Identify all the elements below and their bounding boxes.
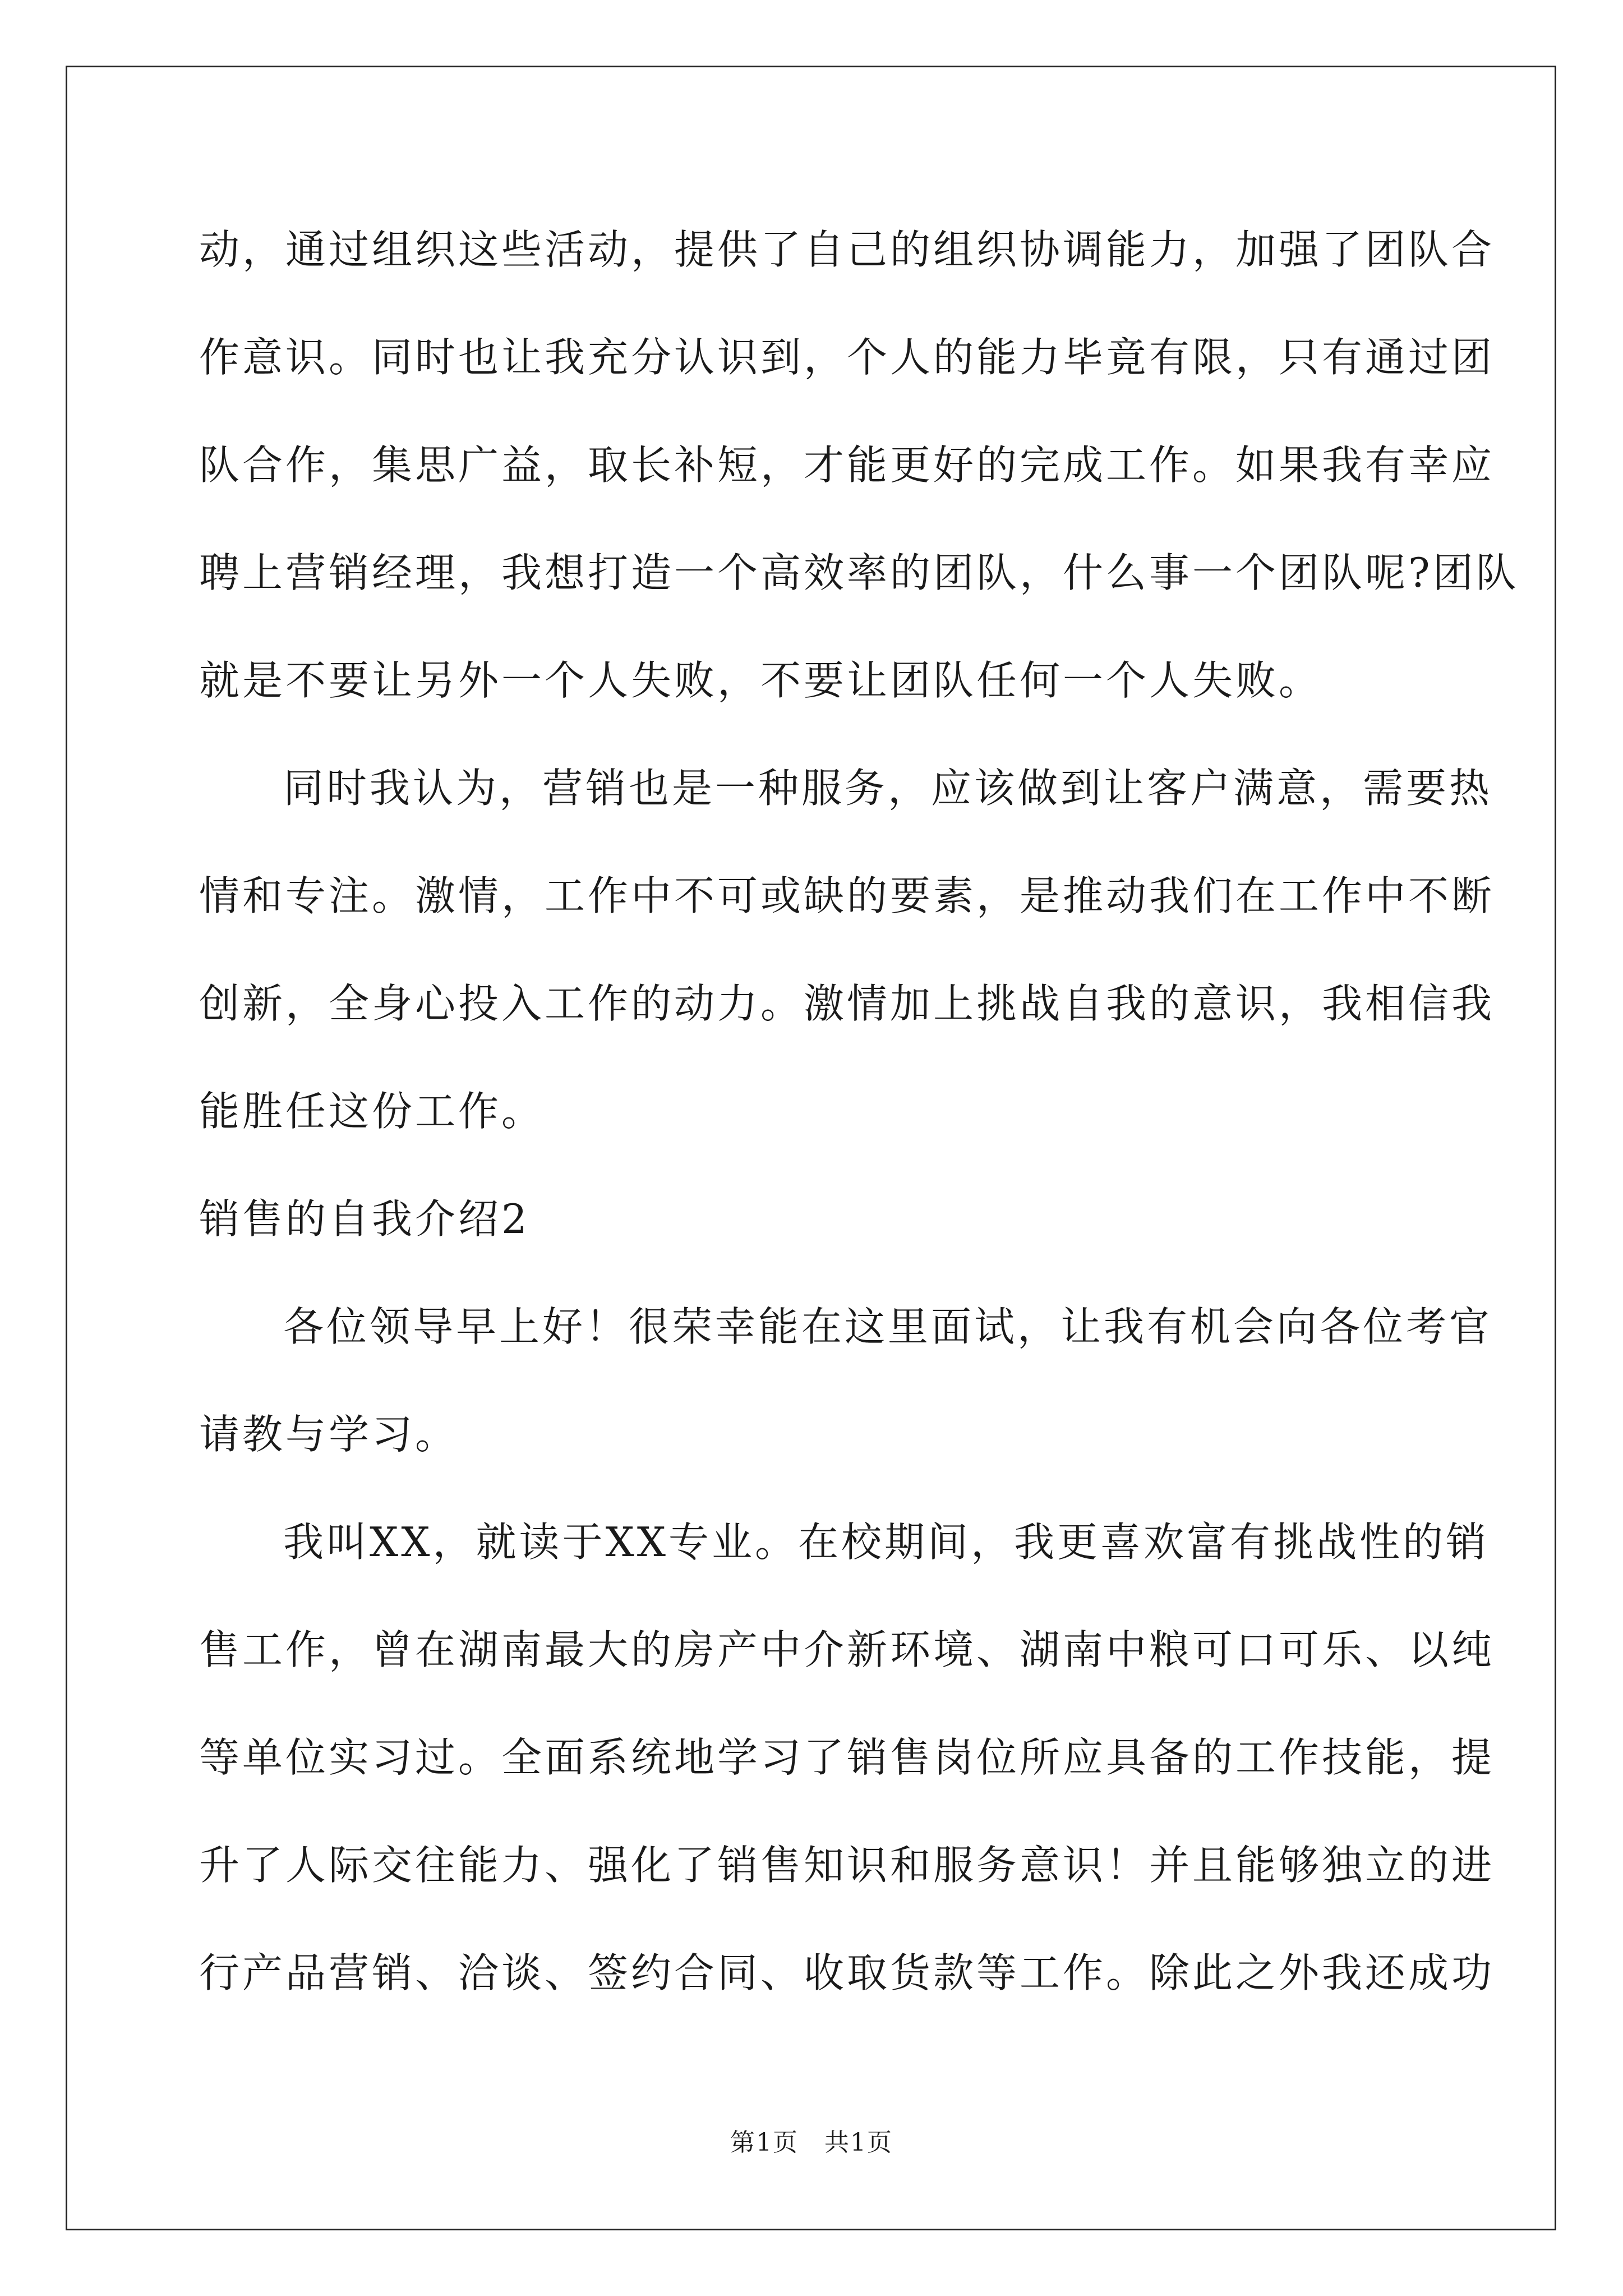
text-line: 作意识。同时也让我充分认识到，个人的能力毕竟有限，只有通过团 xyxy=(199,334,1495,381)
text-line: 等单位实习过。全面系统地学习了销售岗位所应具备的工作技能，提 xyxy=(199,1734,1495,1781)
text-line: 情和专注。激情，工作中不可或缺的要素，是推动我们在工作中不断 xyxy=(199,872,1495,919)
text-line: 请教与学习。 xyxy=(199,1411,459,1458)
text-line: 动，通过组织这些活动，提供了自己的组织协调能力，加强了团队合 xyxy=(199,226,1495,273)
page-footer: 第1页 共1页 xyxy=(730,2128,893,2157)
paragraph-first-line: 同时我认为，营销也是一种服务，应该做到让客户满意，需要热 xyxy=(283,765,1493,812)
text-line: 队合作，集思广益，取长补短，才能更好的完成工作。如果我有幸应 xyxy=(199,441,1495,489)
paragraph-first-line: 各位领导早上好！很荣幸能在这里面试，让我有机会向各位考官 xyxy=(283,1303,1493,1350)
section-heading: 销售的自我介绍2 xyxy=(199,1195,530,1243)
text-line: 售工作，曾在湖南最大的房产中介新环境、湖南中粮可口可乐、以纯 xyxy=(199,1626,1495,1673)
text-line: 能胜任这份工作。 xyxy=(199,1088,545,1135)
text-line: 升了人际交往能力、强化了销售知识和服务意识！并且能够独立的进 xyxy=(199,1842,1495,1889)
paragraph-first-line: 我叫XX，就读于XX专业。在校期间，我更喜欢富有挑战性的销 xyxy=(283,1519,1490,1566)
text-line: 行产品营销、洽谈、签约合同、收取货款等工作。除此之外我还成功 xyxy=(199,1949,1495,1996)
text-line: 创新，全身心投入工作的动力。激情加上挑战自我的意识，我相信我 xyxy=(199,980,1495,1027)
text-line: 就是不要让另外一个人失败，不要让团队任何一个人失败。 xyxy=(199,657,1322,704)
document-body xyxy=(199,216,1519,2047)
text-line: 聘上营销经理，我想打造一个高效率的团队，什么事一个团队呢?团队 xyxy=(199,549,1519,596)
